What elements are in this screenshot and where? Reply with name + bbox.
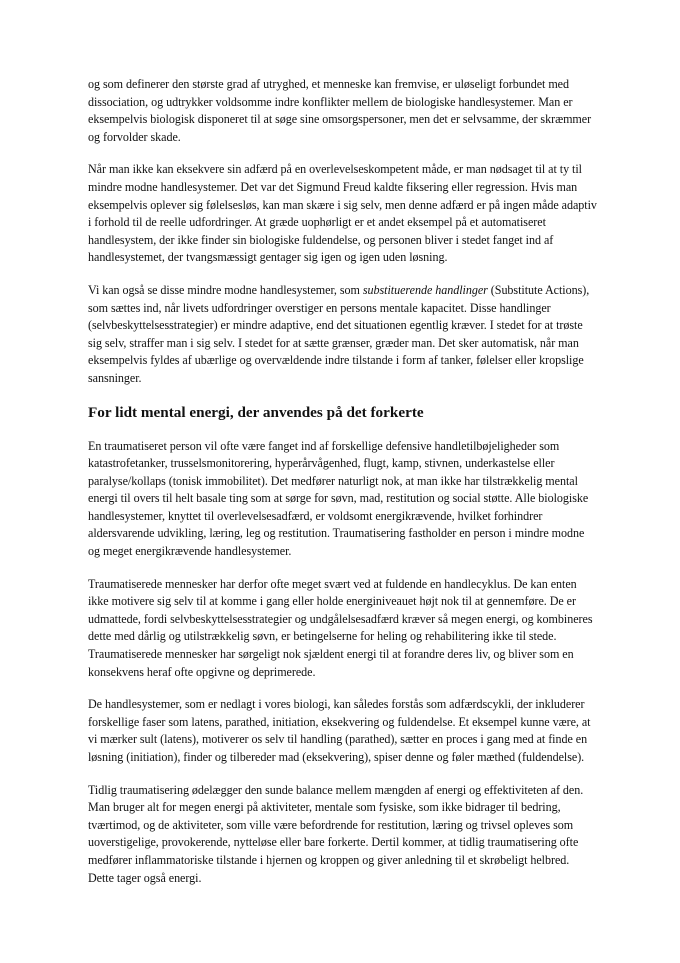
paragraph-text: (Substitute Actions), som sættes ind, når livets udfordringer overstiger en persons mentale kapacitet. Disse handlinger (selvbeskyttelsesstrategier) er mindre adaptive, end det situationen egentlig kræver. I stedet for at trøste sig selv, straffer man i sig selv. I stedet for at sætte grænser, græder man. Det sker automatisk, når man eksempelvis fyldes af ubærlige og overvældende indre tilstande i form af tanker, følelser eller kropslige sansninger. xyxy=(88,282,590,385)
italic-term: substituerende handlinger xyxy=(362,282,488,297)
paragraph: En traumatiseret person vil ofte være fanget ind af forskellige defensive handletilbøjeligheder som katastrofetanker, trusselsmonitorering, hyperårvågenhed, flugt, kamp, stivnen, underkastelse eller paralyse/kollaps (tonisk immobilitet). Det medfører naturligt nok, at man ikke har tilstrækkelig mental energi til overs til helt basale ting som at sørge for søvn, mad, restitution og social støtte. Alle biologiske handlesystemer, knyttet til overlevelsesadfærd, er voldsomt energikrævende, hvilket forhindrer aldersvarende udvikling, læring, leg og restitution. Traumatisering fastholder en person i mindre modne og meget energikrævende handlesystemer. xyxy=(88,438,589,559)
paragraph: Tidlig traumatisering ødelægger den sunde balance mellem mængden af energi og effektiviteten af den. Man bruger alt for megen energi på aktiviteter, mentale som fysiske, som ikke bidrager til bedring, tværtimod, og de aktiviteter, som ville være befordrende for restitution, læring og trivsel opleves som uoverstigelige, provokerende, nytteløse eller bare forkerte. Dertil kommer, at tidlig traumatisering ofte medfører inflammatoriske tilstande i hjernen og kroppen og giver anledning til et skrøbeligt helbred. Dette tager også energi. xyxy=(88,782,584,885)
paragraph: Når man ikke kan eksekvere sin adfærd på en overlevelseskompetent måde, er man nødsaget til at ty til mindre modne handlesystemer. Det var det Sigmund Freud kaldte fiksering eller regression. Hvis man eksempelvis oplever sig følelsesløs, kan man skære i sig selv, men denne adfærd er på ingen måde adaptiv i forhold til de reelle udfordringer. At græde uophørligt er et andet eksempel på et automatiseret handlesystem, der ikke finder sin biologiske fuldendelse, og personen bliver i stedet fanget ind af handlesystemet, der tvangsmæssigt gentager sig igen og igen uden løsning. xyxy=(88,162,597,265)
document-page xyxy=(88,76,598,902)
section-heading: For lidt mental energi, der anvendes på det forkerte xyxy=(88,403,424,421)
paragraph: Traumatiserede mennesker har derfor ofte meget svært ved at fuldende en handlecyklus. De kan enten ikke motivere sig selv til at komme i gang eller holde energiniveauet højt nok til at gennemføre. De er udmattede, fordi selvbeskyttelsesstrategier og undgålelsesadfærd kræver så megen energi, og kombineres dette med dårlig og utilstrækkelig søvn, er betingelserne for heling og rehabilitering ikke til stede. Traumatiserede mennesker har sørgeligt nok sjældent energi til at forandre deres liv, og bliver som en konsekvens heraf ofte opgivne og deprimerede. xyxy=(88,576,593,679)
paragraph: og som definerer den største grad af utryghed, et menneske kan fremvise, er uløseligt forbundet med dissociation, og udtrykker voldsomme indre konflikter mellem de biologiske handlesystemer. Man er eksempelvis biologisk disponeret til at søge sine omsorgspersoner, men det er selvsamme, der skræmmer og forvolder skade. xyxy=(88,77,592,144)
paragraph-substitute-actions xyxy=(88,282,598,388)
paragraph-text: Vi kan også se disse mindre modne handlesystemer, som xyxy=(88,282,363,297)
paragraph: De handlesystemer, som er nedlagt i vores biologi, kan således forstås som adfærdscykli, der inkluderer forskellige faser som latens, parathed, initiation, eksekvering og fuldendelse. Et eksempel kunne være, at vi mærker sult (latens), motiverer os selv til handling (parathed), sætter en proces i gang med at finde en løsning (initiation), finder og tilbereder mad (eksekvering), spiser denne og føler mæthed (fuldendelse). xyxy=(88,697,591,764)
